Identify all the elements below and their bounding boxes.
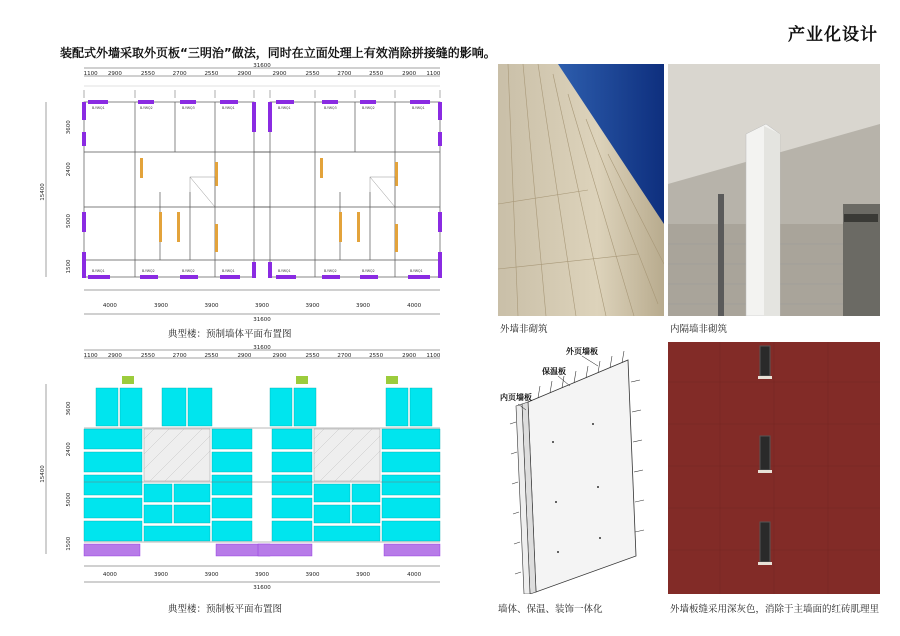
slab-layout-plan xyxy=(40,344,480,596)
svg-text:B-YWQ3: B-YWQ3 xyxy=(182,106,195,110)
overall-width-label: 31600 xyxy=(253,63,271,69)
svg-text:B-YWQ1: B-YWQ1 xyxy=(92,269,105,273)
top-dimension-label: 1100 xyxy=(426,71,441,77)
bottom-dimension-label: 4000 xyxy=(102,303,117,309)
top-dimension-label: 1100 xyxy=(426,353,441,359)
top-dimension-label: 2550 xyxy=(140,353,155,359)
bottom-dimension-label: 4000 xyxy=(407,572,422,578)
left-dimension-label: 2400 xyxy=(66,442,72,457)
sandwich-panel-diagram xyxy=(498,342,664,594)
core-areas xyxy=(144,429,380,481)
overall-height-label: 15400 xyxy=(40,465,46,483)
svg-text:B-YWQ1: B-YWQ1 xyxy=(410,269,423,273)
inner-panel-label: 内页墙板 xyxy=(500,392,532,402)
left-dimension-column xyxy=(66,120,72,274)
overall-width-bottom-label: 31600 xyxy=(253,585,271,591)
top-dimension-label: 2900 xyxy=(107,71,122,77)
svg-text:B-YWQ1: B-YWQ1 xyxy=(222,106,235,110)
bottom-dimension-row xyxy=(103,572,422,578)
top-dimension-label: 2550 xyxy=(204,353,219,359)
bottom-dimension-label: 3900 xyxy=(355,303,370,309)
left-dimension-label: 3600 xyxy=(66,120,72,135)
bottom-dimension-label: 3900 xyxy=(255,572,269,578)
wall-layout-plan xyxy=(40,62,480,324)
top-dimension-label: 2900 xyxy=(237,353,252,359)
slab-plan-caption: 典型楼：预制板平面布置图 xyxy=(168,604,283,615)
insulation-label: 保温板 xyxy=(542,366,566,376)
top-dimension-label: 2550 xyxy=(305,71,320,77)
svg-text:B-YWQ2: B-YWQ2 xyxy=(324,269,337,273)
interior-photo-caption: 内隔墙非砌筑 xyxy=(670,324,728,335)
top-dimension-label: 1100 xyxy=(83,71,98,77)
top-dimension-label: 2550 xyxy=(369,71,384,77)
svg-text:B-YWQ1: B-YWQ1 xyxy=(278,106,291,110)
bottom-dimension-label: 3900 xyxy=(154,572,169,578)
left-dimension-column xyxy=(66,401,72,551)
precast-exterior-walls xyxy=(82,100,442,279)
precast-slabs-cyan xyxy=(84,388,440,541)
top-dimension-label: 1100 xyxy=(83,353,98,359)
sandwich-caption: 墙体、保温、装饰一体化 xyxy=(498,604,603,615)
top-dimension-label: 2550 xyxy=(369,353,384,359)
page-subtitle: 装配式外墙采取外页板“三明治”做法，同时在立面处理上有效消除拼接缝的影响。 xyxy=(60,46,496,60)
overall-width-label: 31600 xyxy=(253,345,271,351)
left-dimension-label: 5000 xyxy=(66,492,72,507)
precast-markers-green xyxy=(122,376,398,384)
bottom-dimension-label: 4000 xyxy=(407,303,422,309)
top-dimension-label: 2550 xyxy=(204,71,219,77)
brick-facade-photo xyxy=(668,342,880,594)
precast-slabs-violet xyxy=(84,544,440,556)
overall-height-label: 15400 xyxy=(40,183,46,201)
svg-text:B-YWQ1: B-YWQ1 xyxy=(92,106,105,110)
left-dimension-label: 2400 xyxy=(66,162,72,177)
top-dimension-label: 2700 xyxy=(337,353,352,359)
svg-text:B-YWQ1: B-YWQ1 xyxy=(222,269,235,273)
bottom-dimension-label: 3900 xyxy=(305,572,320,578)
svg-text:B-YWQ1: B-YWQ1 xyxy=(412,106,425,110)
top-dimension-label: 2700 xyxy=(172,71,187,77)
page-title: 产业化设计 xyxy=(788,25,878,45)
bottom-dimension-label: 3900 xyxy=(204,572,219,578)
top-dimension-label: 2550 xyxy=(305,353,320,359)
left-dimension-label: 3600 xyxy=(66,401,72,416)
svg-text:B-YWQ2: B-YWQ2 xyxy=(142,269,155,273)
outer-panel-label: 外页墙板 xyxy=(566,346,598,356)
top-dimension-label: 2900 xyxy=(272,71,287,77)
bottom-dimension-label: 3900 xyxy=(154,303,169,309)
bottom-dimension-label: 3900 xyxy=(355,572,370,578)
bottom-dimension-label: 3900 xyxy=(305,303,320,309)
left-dimension-label: 5000 xyxy=(66,214,72,228)
precast-interior-walls xyxy=(140,158,398,252)
top-dimension-label: 2900 xyxy=(402,353,417,359)
brick-photo-caption: 外墙板缝采用深灰色，消除于主墙面的红砖肌理里 xyxy=(670,604,880,615)
svg-text:B-YWQ2: B-YWQ2 xyxy=(182,269,195,273)
top-dimension-label: 2900 xyxy=(107,353,122,359)
top-dimension-label: 2900 xyxy=(237,71,252,77)
bottom-dimension-label: 3900 xyxy=(204,303,219,309)
top-dimension-label: 2900 xyxy=(402,71,417,77)
left-dimension-label: 1500 xyxy=(66,536,72,551)
svg-text:B-YWQ1: B-YWQ1 xyxy=(278,269,291,273)
svg-text:B-YWQ3: B-YWQ3 xyxy=(324,106,337,110)
stair-symbols xyxy=(190,177,395,207)
building-outline xyxy=(84,102,440,277)
svg-text:B-YWQ2: B-YWQ2 xyxy=(362,269,375,273)
wall-plan-caption: 典型楼：预制墙体平面布置图 xyxy=(168,329,292,340)
overall-width-bottom-label: 31600 xyxy=(253,317,271,323)
bottom-dimension-label: 4000 xyxy=(102,572,117,578)
bottom-dimension-row xyxy=(103,303,422,309)
top-dimension-label: 2700 xyxy=(337,71,352,77)
top-dimension-label: 2900 xyxy=(272,353,287,359)
exterior-photo-caption: 外墙非砌筑 xyxy=(500,324,548,335)
bottom-dimension-label: 3900 xyxy=(255,303,269,309)
interior-wall-photo xyxy=(668,64,880,316)
top-dimension-label: 2700 xyxy=(172,353,187,359)
top-dimension-label: 2550 xyxy=(140,71,155,77)
panel-tags xyxy=(92,106,425,273)
left-dimension-label: 1500 xyxy=(66,259,72,274)
exterior-wall-photo xyxy=(498,64,664,316)
svg-text:B-YWQ2: B-YWQ2 xyxy=(362,106,375,110)
svg-text:B-YWQ2: B-YWQ2 xyxy=(140,106,153,110)
